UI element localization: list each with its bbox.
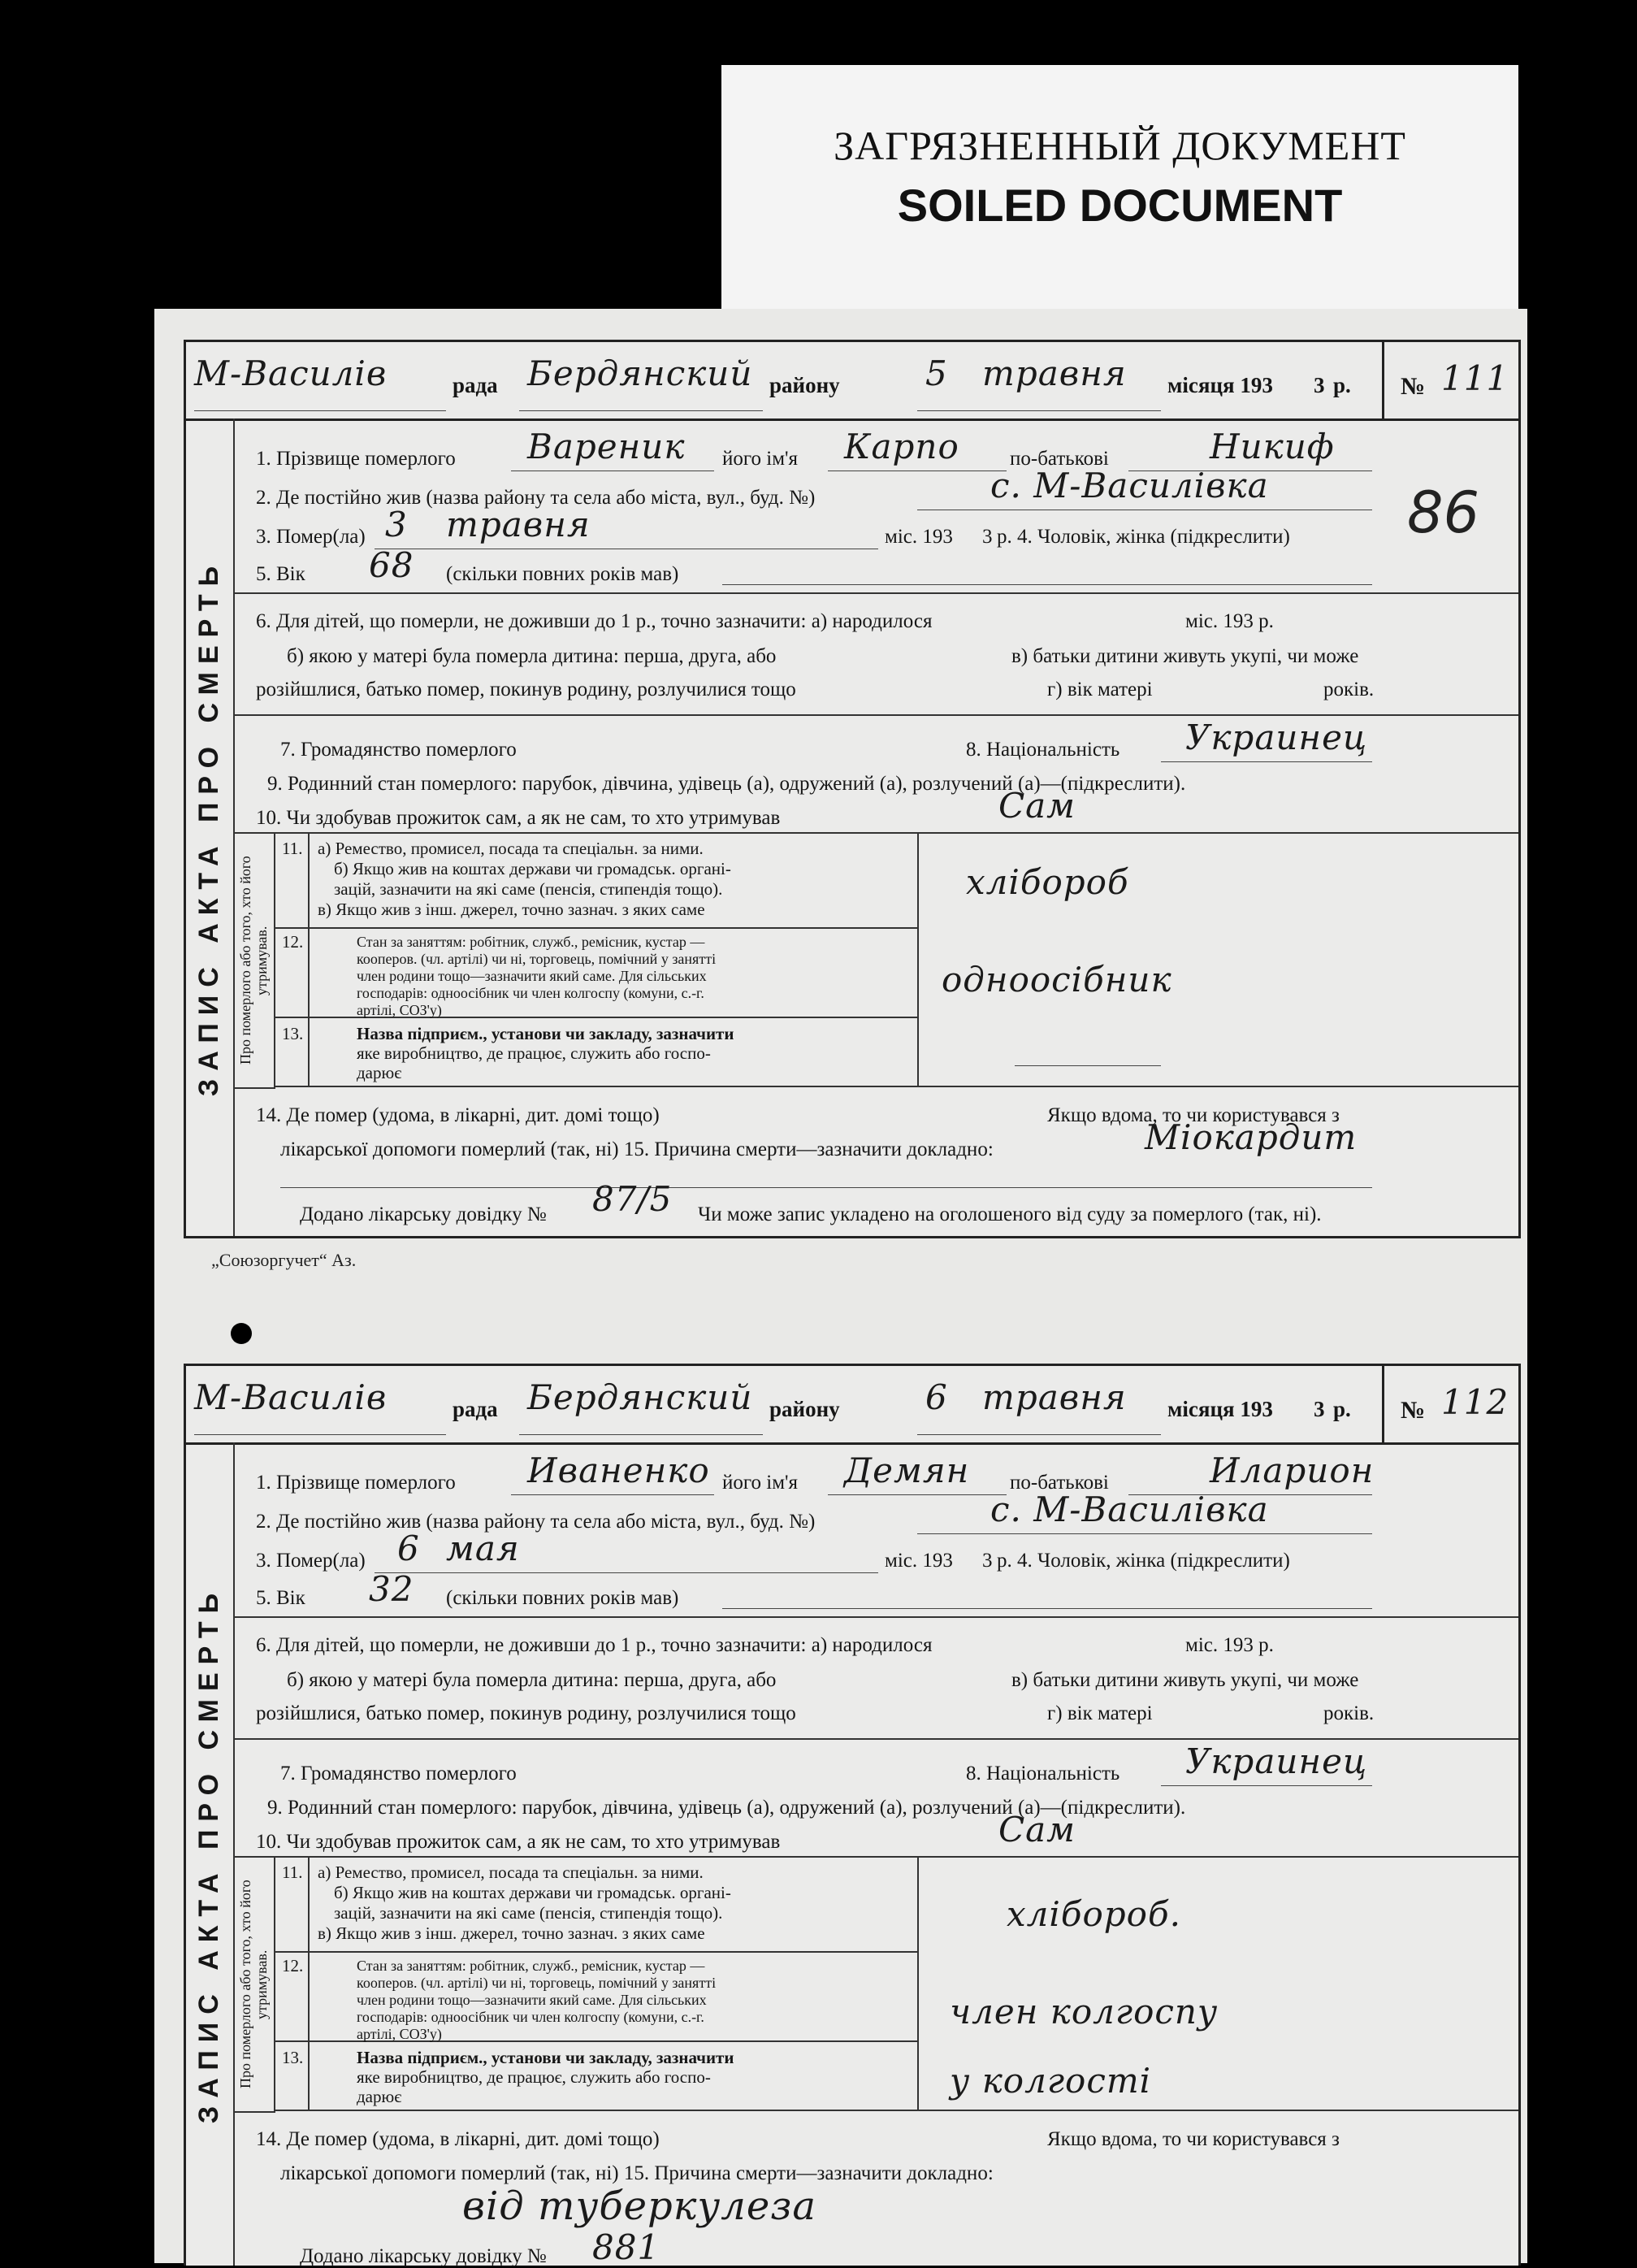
- q11-line-1: а) Ремество, промисел, посада та спеціальн. за ними.: [318, 1863, 704, 1882]
- day-handwritten: 5: [925, 353, 948, 393]
- month-year-label: місяця 193: [1167, 373, 1273, 397]
- vertical-title: ЗАПИС АКТА ПРО СМЕРТЬ: [193, 557, 224, 1097]
- support-label: 10. Чи здобував прожиток сам, а як не сам, то хто утримував: [256, 807, 781, 829]
- divider: [233, 714, 1518, 716]
- death-label: 3. Помер(ла): [256, 526, 366, 548]
- death-record-card-1: [184, 340, 1521, 1238]
- court-label: Чи може запис укладено на оголошеного від суду за померлого (так, ні).: [698, 1203, 1322, 1225]
- q13-number: 13.: [282, 1024, 304, 1043]
- number-sign: №: [1401, 1397, 1426, 1424]
- record-number-box: [1382, 1366, 1518, 1442]
- month-label: міс. 193: [885, 526, 953, 548]
- divorce-label: розійшлися, батько помер, покинув родину, розлучилися тощо: [256, 1702, 796, 1724]
- vertical-title: ЗАПИС АКТА ПРО СМЕРТЬ: [193, 1585, 224, 2123]
- q13-line-3: дарює: [357, 1063, 402, 1082]
- patronymic-handwritten: Иларион: [1210, 1451, 1375, 1490]
- surname-handwritten: Вареник: [527, 427, 686, 466]
- citizenship-label: 7. Громадянство померлого: [280, 1763, 517, 1784]
- mother-age-label: г) вік матері: [1047, 679, 1153, 700]
- children-month-label: міс. 193 р.: [1185, 610, 1274, 632]
- q12-line-5: артілі, СОЗ'у): [357, 2026, 442, 2042]
- underline: [280, 1187, 1372, 1188]
- underline: [194, 1434, 446, 1435]
- q11-line-4: в) Якщо жив з інш. джерел, точно зазнач. з яких саме: [318, 900, 705, 919]
- number-sign: №: [1401, 373, 1426, 400]
- printer-imprint: „Союзоргучет“ Аз.: [211, 1250, 357, 1270]
- certificate-label: Додано лікарську довідку №: [300, 2245, 547, 2267]
- q13-number: 13.: [282, 2048, 304, 2067]
- nationality-handwritten: Украинец: [1185, 1741, 1368, 1781]
- nationality-handwritten: Украинец: [1185, 718, 1368, 757]
- q12-line-3: член родини тощо—зазначити який саме. Для сільських: [357, 1992, 707, 2008]
- q12-line-3: член родини тощо—зазначити який саме. Для сільських: [357, 968, 707, 984]
- death-day-handwritten: 3: [385, 505, 408, 544]
- card-header: [186, 1366, 1518, 1445]
- side-mark-handwritten: 86: [1407, 479, 1480, 546]
- name-handwritten: Карпо: [844, 427, 959, 466]
- certificate-handwritten: 881: [592, 2227, 660, 2267]
- record-number: 111: [1441, 358, 1509, 398]
- divider: [274, 927, 919, 929]
- record-number: 112: [1441, 1382, 1509, 1422]
- mother-age-label: г) вік матері: [1047, 1702, 1153, 1724]
- nationality-label: 8. Національність: [966, 1763, 1120, 1784]
- q11-line-2: б) Якщо жив на коштах держави чи громадськ. органі-: [334, 859, 731, 878]
- support-handwritten: Сам: [998, 786, 1076, 826]
- years-label: років.: [1323, 679, 1375, 700]
- q13-line-2: яке виробництво, де працює, служить або госпо-: [357, 2067, 711, 2087]
- year-digit: 3: [1314, 1397, 1325, 1421]
- occupation-handwritten: хлібороб: [966, 862, 1129, 902]
- nationality-label: 8. Національність: [966, 739, 1120, 761]
- q11-line-2: б) Якщо жив на коштах держави чи громадськ. органі-: [334, 1883, 731, 1902]
- status-handwritten: одноосібник: [942, 960, 1172, 1000]
- death-year-digit: 3: [982, 526, 993, 548]
- parents-label: в) батьки дитини живуть укупі, чи може: [1011, 645, 1359, 667]
- rada-label: рада: [453, 373, 498, 397]
- family-status-label: 9. Родинний стан померлого: парубок, дівчина, удівець (а), одружений (а), розлучений (а)—(підкреслити).: [267, 1797, 1186, 1819]
- r-label: р.: [1333, 373, 1351, 397]
- divider: [233, 1616, 1518, 1618]
- name-label: його ім'я: [722, 1472, 799, 1494]
- divider: [274, 1086, 1518, 1087]
- children-order-label: б) якою у матері була померла дитина: перша, друга, або: [287, 1669, 777, 1691]
- q11-line-3: зацій, зазначити на які саме (пенсія, стипендія тощо).: [334, 879, 723, 899]
- vertical-title-strip: [186, 418, 235, 1236]
- death-day-handwritten: 6: [397, 1529, 420, 1568]
- q13-line-2: яке виробництво, де працює, служить або госпо-: [357, 1043, 711, 1063]
- home-help-label: Якщо вдома, то чи користувався з: [1047, 2128, 1340, 2150]
- children-order-label: б) якою у матері була померла дитина: перша, друга, або: [287, 645, 777, 667]
- age-label: 5. Вік: [256, 563, 305, 585]
- year-digit: 3: [1314, 373, 1325, 397]
- q12-number: 12.: [282, 932, 304, 952]
- home-help-label: Якщо вдома, то чи користувався з: [1047, 1104, 1340, 1126]
- q11-number: 11.: [282, 839, 303, 858]
- record-sheet: [154, 309, 1527, 2267]
- month-handwritten: травня: [982, 1377, 1127, 1417]
- age-label: 5. Вік: [256, 1587, 305, 1609]
- rayon-handwritten: Бердянский: [527, 353, 753, 393]
- parents-label: в) батьки дитини живуть укупі, чи може: [1011, 1669, 1359, 1691]
- day-handwritten: 6: [925, 1377, 948, 1417]
- place-of-death-label: 14. Де помер (удома, в лікарні, дит. домі тощо): [256, 2128, 660, 2150]
- q12-line-2: кооперов. (чл. артілі) чи ні, торговець, помічний у занятті: [357, 1975, 717, 1991]
- family-status-label: 9. Родинний стан померлого: парубок, дівчина, удівець (а), одружений (а), розлучений (а)—(підкреслити).: [267, 773, 1186, 795]
- underline: [917, 1434, 1161, 1435]
- residence-handwritten: с. М-Василівка: [990, 1490, 1269, 1529]
- cause-handwritten: від туберкулеза: [462, 2183, 817, 2229]
- underline: [917, 1533, 1372, 1534]
- rayonu-label: району: [769, 373, 840, 397]
- divorce-label: розійшлися, батько помер, покинув родину, розлучилися тощо: [256, 679, 796, 700]
- vertical-title-strip: [186, 1442, 235, 2266]
- underline: [917, 410, 1161, 411]
- stamp-english-text: SOILED DOCUMENT: [897, 180, 1343, 231]
- soiled-document-stamp: [721, 65, 1518, 309]
- divider: [917, 1856, 919, 2110]
- sex-label: р. 4. Чоловік, жінка (підкреслити): [997, 526, 1290, 548]
- certificate-label: Додано лікарську довідку №: [300, 1203, 547, 1225]
- place-of-death-label: 14. Де помер (удома, в лікарні, дит. домі тощо): [256, 1104, 660, 1126]
- age-handwritten: 32: [369, 1569, 414, 1609]
- village-handwritten: М-Василів: [194, 1377, 388, 1417]
- q12-line-4: господарів: одноосібник чи член колгоспу (комуни, с.-г.: [357, 985, 704, 1001]
- underline: [519, 410, 763, 411]
- divider: [233, 1738, 1518, 1740]
- divider: [274, 1856, 1518, 1858]
- q12-line-1: Стан за заняттям: робітник, служб., ремісник, кустар —: [357, 934, 705, 950]
- q13-line-3: дарює: [357, 2087, 402, 2106]
- divider: [274, 2110, 1518, 2111]
- residence-handwritten: с. М-Василівка: [990, 466, 1269, 505]
- month-label: міс. 193: [885, 1550, 953, 1572]
- death-record-card-2: [184, 1364, 1521, 2266]
- underline: [1015, 1065, 1161, 1066]
- binder-hole: [231, 1323, 252, 1344]
- patronymic-handwritten: Никиф: [1210, 427, 1335, 466]
- vertical-subtitle-text: Про померлого або того, хто його утримував.: [237, 1880, 270, 2089]
- underline: [722, 584, 1372, 585]
- stamp-russian-text: ЗАГРЯЗНЕННЫЙ ДОКУМЕНТ: [834, 123, 1406, 168]
- death-month-handwritten: мая: [446, 1529, 520, 1568]
- underline: [722, 1608, 1372, 1609]
- vertical-subtitle: [233, 832, 275, 1089]
- cause-label: лікарської допомоги померлий (так, ні) 15. Причина смерти—зазначити докладно:: [280, 2162, 994, 2184]
- patronymic-label: по-батькові: [1010, 1472, 1109, 1494]
- surname-handwritten: Иваненко: [527, 1451, 710, 1490]
- village-handwritten: М-Василів: [194, 353, 388, 393]
- vertical-subtitle-text: Про померлого або того, хто його утримував.: [237, 856, 270, 1065]
- divider: [308, 1856, 310, 2110]
- occupation-handwritten: хлібороб.: [1007, 1894, 1181, 1934]
- rayon-handwritten: Бердянский: [527, 1377, 753, 1417]
- surname-label: 1. Прізвище померлого: [256, 448, 456, 470]
- q11-line-4: в) Якщо жив з інш. джерел, точно зазнач. з яких саме: [318, 1923, 705, 1943]
- name-handwritten: Демян: [844, 1451, 970, 1490]
- divider: [274, 832, 1518, 834]
- death-year-digit: 3: [982, 1550, 993, 1572]
- divider: [233, 592, 1518, 594]
- sex-label: р. 4. Чоловік, жінка (підкреслити): [997, 1550, 1290, 1572]
- surname-label: 1. Прізвище померлого: [256, 1472, 456, 1494]
- underline: [1161, 1785, 1372, 1786]
- divider: [274, 1951, 919, 1953]
- children-month-label: міс. 193 р.: [1185, 1634, 1274, 1656]
- underline: [519, 1434, 763, 1435]
- q11-number: 11.: [282, 1863, 303, 1882]
- vertical-subtitle: [233, 1856, 275, 2113]
- citizenship-label: 7. Громадянство померлого: [280, 739, 517, 761]
- q12-line-4: господарів: одноосібник чи член колгоспу (комуни, с.-г.: [357, 2009, 704, 2025]
- underline: [1161, 761, 1372, 762]
- cause-label: лікарської допомоги померлий (так, ні) 15. Причина смерти—зазначити докладно:: [280, 1138, 994, 1160]
- q12-line-2: кооперов. (чл. артілі) чи ні, торговець, помічний у занятті: [357, 951, 717, 967]
- underline: [828, 1494, 1007, 1495]
- underline: [194, 410, 446, 411]
- residence-label: 2. Де постійно жив (назва району та села або міста, вул., буд. №): [256, 1511, 816, 1533]
- years-label: років.: [1323, 1702, 1375, 1724]
- divider: [917, 832, 919, 1086]
- record-number-box: [1382, 342, 1518, 418]
- q11-line-1: а) Ремество, промисел, посада та спеціальн. за ними.: [318, 839, 704, 858]
- support-handwritten: Сам: [998, 1810, 1076, 1850]
- rayonu-label: району: [769, 1397, 840, 1421]
- month-handwritten: травня: [982, 353, 1127, 393]
- age-handwritten: 68: [369, 545, 414, 585]
- underline: [375, 1572, 878, 1573]
- month-year-label: місяця 193: [1167, 1397, 1273, 1421]
- support-label: 10. Чи здобував прожиток сам, а як не сам, то хто утримував: [256, 1831, 781, 1853]
- divider: [308, 832, 310, 1086]
- card-header: [186, 342, 1518, 421]
- patronymic-label: по-батькові: [1010, 448, 1109, 470]
- q12-number: 12.: [282, 1956, 304, 1975]
- workplace-handwritten: у колгості: [950, 2061, 1152, 2101]
- q13-line-1: Назва підприєм., установи чи закладу, зазначити: [357, 2048, 734, 2067]
- certificate-handwritten: 87/5: [592, 1179, 673, 1219]
- q11-line-3: зацій, зазначити на які саме (пенсія, стипендія тощо).: [334, 1903, 723, 1923]
- name-label: його ім'я: [722, 448, 799, 470]
- status-handwritten: член колгоспу: [950, 1992, 1219, 2032]
- residence-label: 2. Де постійно жив (назва району та села або міста, вул., буд. №): [256, 487, 816, 509]
- q12-line-5: артілі, СОЗ'у): [357, 1002, 442, 1018]
- q13-line-1: Назва підприєм., установи чи закладу, зазначити: [357, 1024, 734, 1043]
- r-label: р.: [1333, 1397, 1351, 1421]
- q12-line-1: Стан за заняттям: робітник, служб., ремісник, кустар —: [357, 1958, 705, 1974]
- death-month-handwritten: травня: [446, 505, 591, 544]
- cause-handwritten: Міокардит: [1145, 1117, 1358, 1157]
- rada-label: рада: [453, 1397, 498, 1421]
- death-label: 3. Помер(ла): [256, 1550, 366, 1572]
- children-label: 6. Для дітей, що померли, не доживши до 1 р., точно зазначити: а) народилося: [256, 610, 933, 632]
- underline: [511, 1494, 714, 1495]
- age-note: (скільки повних років мав): [446, 563, 679, 585]
- children-label: 6. Для дітей, що померли, не доживши до 1 р., точно зазначити: а) народилося: [256, 1634, 933, 1656]
- age-note: (скільки повних років мав): [446, 1587, 679, 1609]
